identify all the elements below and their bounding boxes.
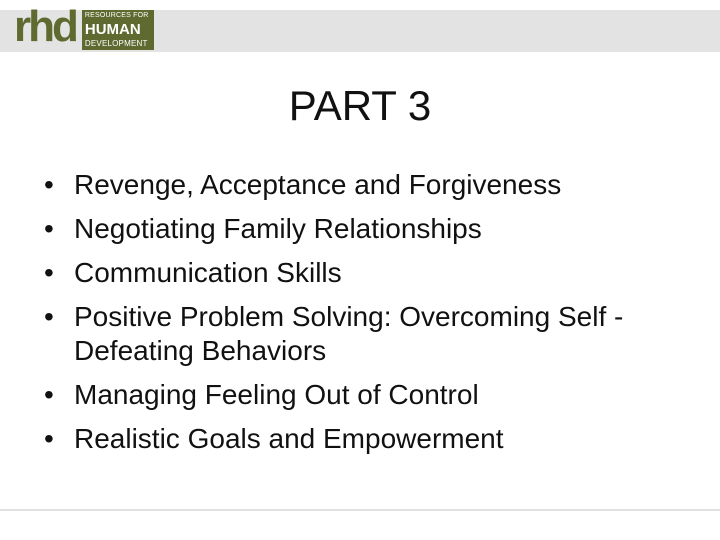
logo-line-development: DEVELOPMENT [84, 39, 148, 48]
bullet-icon: • [44, 423, 54, 454]
list-item-text: Positive Problem Solving: Overcoming Self -Defeating Behaviors [74, 301, 624, 366]
bullet-icon: • [44, 257, 54, 288]
rhd-logo [14, 2, 154, 52]
list-item-text: Communication Skills [74, 257, 342, 288]
logo-mark: rhd [14, 2, 76, 51]
bullet-icon: • [44, 301, 54, 332]
list-item-text: Negotiating Family Relationships [74, 213, 482, 244]
bullet-icon: • [44, 213, 54, 244]
list-item [44, 417, 694, 461]
list-item [44, 163, 694, 207]
logo-wordmark-box [82, 10, 154, 50]
list-item [44, 373, 694, 417]
list-item [44, 207, 694, 251]
list-item-text: Revenge, Acceptance and Forgiveness [74, 169, 562, 200]
footer-divider [0, 509, 720, 511]
logo-line-resources: RESOURCES FOR [84, 12, 149, 19]
bullet-list [44, 163, 694, 461]
list-item [44, 295, 694, 373]
list-item-text: Managing Feeling Out of Control [74, 379, 479, 410]
logo-line-human: HUMAN [84, 21, 141, 38]
bullet-icon: • [44, 169, 54, 200]
slide-title [0, 82, 720, 130]
list-item [44, 251, 694, 295]
list-item-text: Realistic Goals and Empowerment [74, 423, 504, 454]
bullet-icon: • [44, 379, 54, 410]
slide-title-text: PART 3 [288, 82, 432, 129]
